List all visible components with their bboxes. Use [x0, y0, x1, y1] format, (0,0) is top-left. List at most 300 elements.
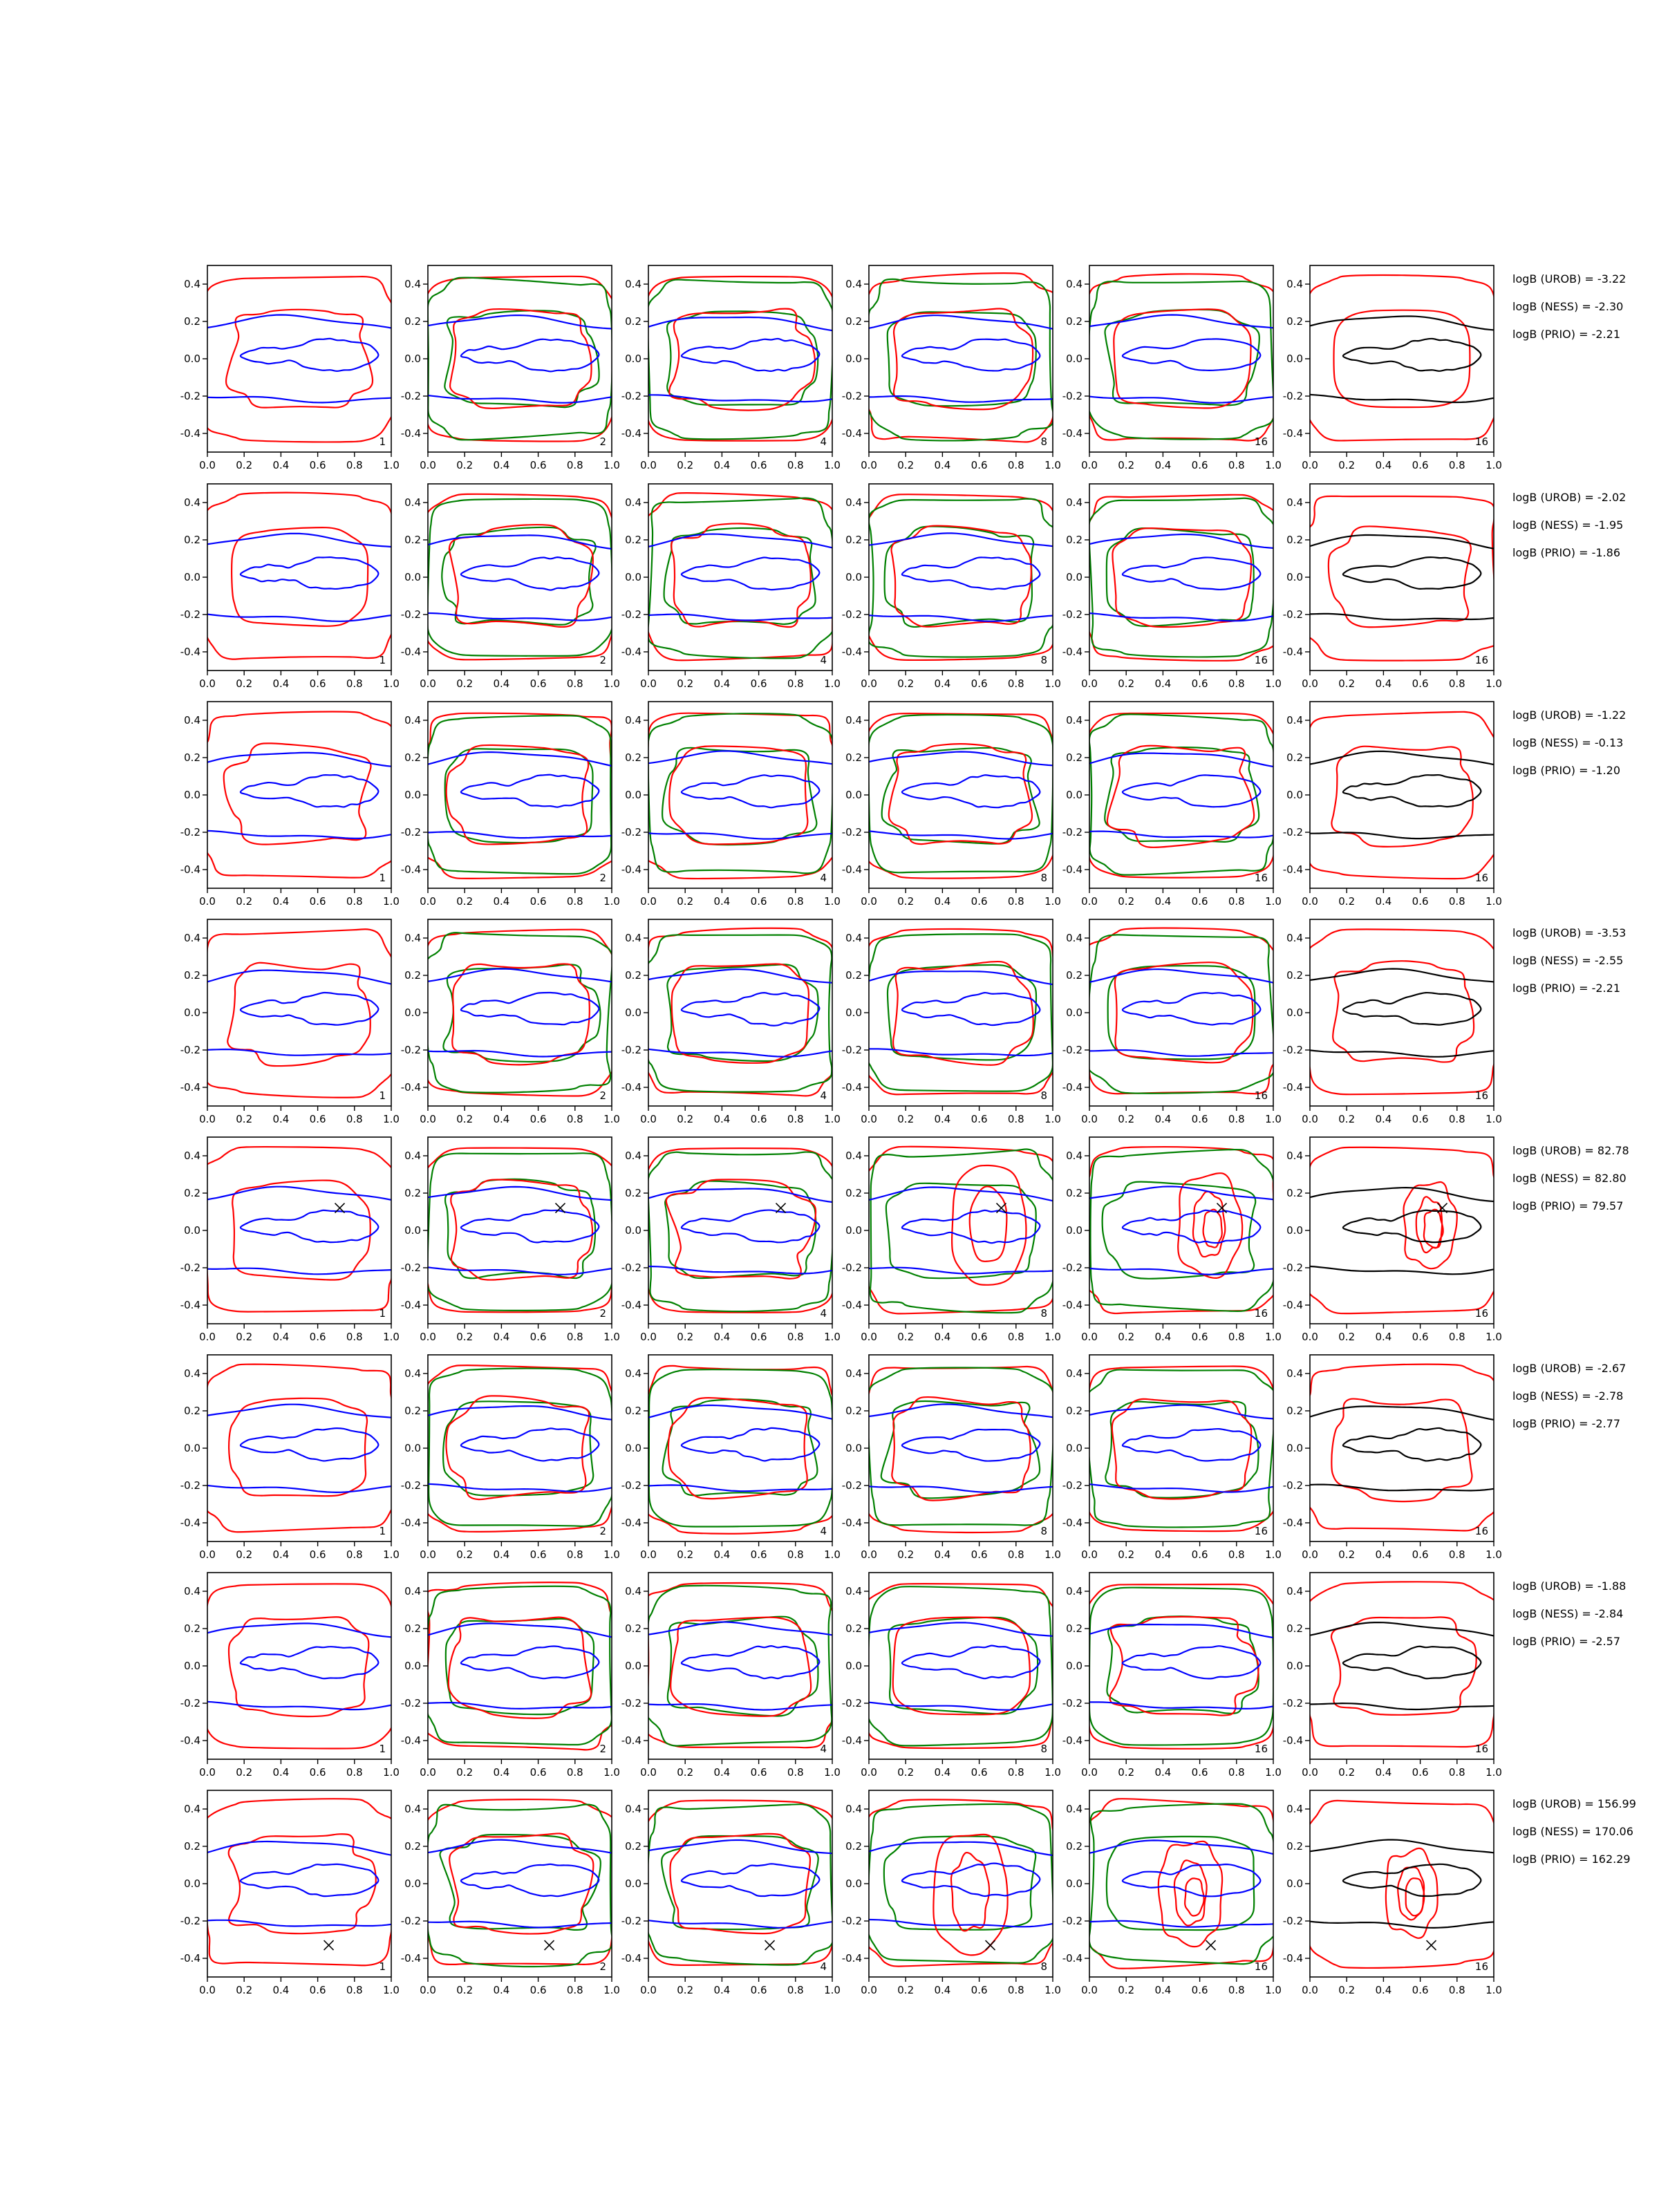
x-tick-label: 0.6: [1412, 1113, 1429, 1125]
contour-group: [420, 713, 618, 879]
y-tick-label: 0.2: [404, 1840, 421, 1853]
contour-group: [644, 1366, 836, 1534]
y-tick-label: 0.0: [845, 789, 862, 801]
y-tick-label: 0.0: [845, 571, 862, 583]
x-tick-label: 1.0: [824, 1766, 841, 1779]
panel-r3-c3: [621, 702, 841, 908]
x-tick-label: 0.8: [346, 677, 363, 690]
injection-marker: [765, 1940, 775, 1950]
x-tick-label: 0.4: [493, 677, 510, 690]
inner-peanut-contour: [461, 1646, 599, 1678]
axes-frame: [207, 484, 391, 671]
x-tick-label: 1.0: [1485, 1984, 1502, 1996]
x-tick-label: 0.8: [346, 1331, 363, 1343]
x-tick-label: 1.0: [383, 895, 400, 908]
injection-marker: [1206, 1940, 1216, 1950]
x-tick-label: 1.0: [383, 1548, 400, 1561]
red-contour-outer: [645, 1583, 840, 1747]
x-tick-label: 0.8: [1007, 1331, 1024, 1343]
panel-r8-c5: [1062, 1790, 1282, 1996]
band-line-upper: [1310, 969, 1494, 982]
x-tick-label: 0.4: [1375, 1766, 1392, 1779]
panel-sample-label: 4: [820, 435, 827, 448]
panel-sample-label: 8: [1040, 654, 1047, 666]
panel-r8-c3: [621, 1790, 841, 1996]
y-tick-label: -0.2: [841, 1262, 862, 1274]
y-tick-label: 0.0: [404, 1224, 421, 1237]
y-tick-label: 0.0: [1066, 1442, 1082, 1454]
x-tick-label: 0.2: [236, 1113, 253, 1125]
y-tick-label: -0.4: [400, 1081, 421, 1094]
x-tick-label: 0.6: [1191, 1331, 1208, 1343]
x-tick-label: 1.0: [1044, 459, 1061, 471]
y-tick-label: 0.4: [404, 1367, 421, 1380]
y-tick-label: 0.0: [845, 1224, 862, 1237]
x-tick-label: 0.4: [493, 1984, 510, 1996]
x-tick-label: 0.0: [1081, 1331, 1098, 1343]
contour-group: [423, 1582, 620, 1750]
inner-peanut-contour: [1343, 557, 1481, 589]
logb-annotation: logB (NESS) = -2.78: [1512, 1389, 1624, 1403]
x-tick-label: 0.6: [750, 895, 767, 908]
x-tick-label: 0.8: [566, 677, 583, 690]
x-tick-label: 0.2: [897, 1331, 915, 1343]
x-tick-label: 1.0: [383, 677, 400, 690]
x-tick-label: 1.0: [824, 1984, 841, 1996]
green-contour-outer: [868, 1804, 1053, 1963]
x-tick-label: 0.2: [1118, 1548, 1135, 1561]
inner-peanut-contour: [461, 339, 599, 372]
panel-sample-label: 1: [379, 872, 386, 884]
logb-annotation: logB (PRIO) = -2.57: [1512, 1635, 1620, 1648]
panel-r2-c4: [842, 484, 1061, 690]
x-tick-label: 0.0: [861, 895, 877, 908]
band-line-upper: [648, 1840, 832, 1853]
y-tick-label: -0.4: [841, 427, 862, 440]
green-contour-outer: [1089, 1588, 1273, 1745]
x-tick-label: 0.8: [787, 1331, 804, 1343]
contour-group: [1085, 928, 1280, 1094]
y-tick-label: 0.0: [625, 789, 641, 801]
y-tick-label: -0.4: [1062, 863, 1082, 876]
panel-r6-c5: [1062, 1355, 1282, 1561]
y-tick-label: -0.4: [621, 1081, 641, 1094]
contour-group: [1085, 274, 1277, 440]
panel-r7-c3: [621, 1573, 841, 1779]
y-tick-label: 0.2: [1286, 1187, 1303, 1199]
x-tick-label: 0.4: [1154, 1548, 1172, 1561]
y-tick-label: 0.2: [1066, 1187, 1082, 1199]
y-tick-label: -0.2: [180, 1697, 200, 1709]
y-tick-label: 0.2: [845, 1405, 862, 1417]
green-contour-outer: [1089, 714, 1275, 874]
axes-frame: [1089, 1137, 1273, 1324]
axes-frame: [648, 919, 832, 1106]
green-contour-outer: [868, 715, 1053, 872]
panel-sample-label: 16: [1474, 435, 1488, 448]
y-tick-label: 0.0: [404, 789, 421, 801]
panel-sample-label: 1: [379, 654, 386, 666]
y-tick-label: -0.2: [841, 1479, 862, 1492]
band-line-upper: [207, 1841, 391, 1855]
y-tick-label: 0.2: [404, 969, 421, 982]
x-tick-label: 1.0: [1485, 1331, 1502, 1343]
x-tick-label: 0.2: [897, 1766, 915, 1779]
red-contour-inner: [229, 1834, 376, 1933]
y-tick-label: 0.2: [1066, 1622, 1082, 1635]
contour-group: [644, 1148, 836, 1313]
panel-r2-c5: [1062, 484, 1282, 690]
y-tick-label: 0.2: [404, 751, 421, 764]
y-tick-label: 0.4: [1066, 496, 1082, 509]
x-tick-label: 1.0: [603, 1113, 620, 1125]
x-tick-label: 0.8: [566, 1113, 583, 1125]
panel-r6-c1: [180, 1355, 400, 1561]
y-tick-label: 0.0: [1286, 571, 1303, 583]
inner-peanut-contour: [1123, 1646, 1261, 1678]
band-line-lower: [1310, 1266, 1494, 1274]
y-tick-label: -0.4: [841, 1517, 862, 1529]
x-tick-label: 0.2: [456, 895, 474, 908]
red-contour-focus-core: [1406, 1878, 1425, 1915]
y-tick-label: -0.4: [180, 863, 200, 876]
panel-r1-c6: [1283, 265, 1502, 471]
panel-sample-label: 16: [1254, 1089, 1268, 1102]
x-tick-label: 0.8: [1228, 1331, 1245, 1343]
panel-sample-label: 16: [1254, 1525, 1268, 1537]
x-tick-label: 0.0: [420, 1331, 436, 1343]
y-tick-label: -0.4: [1282, 863, 1303, 876]
y-tick-label: -0.2: [1282, 1697, 1303, 1709]
inner-peanut-contour: [1343, 339, 1481, 371]
x-tick-label: 0.0: [420, 677, 436, 690]
panel-r8-c6: [1283, 1790, 1502, 1996]
contour-group: [865, 1799, 1058, 1966]
y-tick-label: 0.2: [1286, 1405, 1303, 1417]
panel-r7-c5: [1062, 1573, 1282, 1779]
x-tick-label: 1.0: [1265, 1766, 1282, 1779]
band-line-lower: [428, 1051, 612, 1057]
y-tick-label: 0.0: [1066, 1660, 1082, 1672]
panel-sample-label: 4: [820, 1307, 827, 1320]
x-tick-label: 0.4: [713, 1766, 731, 1779]
x-tick-label: 0.2: [897, 1984, 915, 1996]
red-contour-focus-outer: [952, 1165, 1026, 1285]
panel-sample-label: 16: [1254, 872, 1268, 884]
band-line-lower: [869, 1486, 1053, 1492]
x-tick-label: 0.6: [971, 677, 988, 690]
red-contour-inner: [1334, 310, 1470, 407]
x-tick-label: 1.0: [824, 895, 841, 908]
contour-group: [645, 1583, 840, 1747]
panel-sample-label: 16: [1474, 872, 1488, 884]
x-tick-label: 0.4: [1375, 1548, 1392, 1561]
x-tick-label: 0.0: [199, 895, 216, 908]
red-contour-outer: [865, 929, 1058, 1094]
y-tick-label: 0.0: [404, 1006, 421, 1019]
y-tick-label: 0.4: [404, 1585, 421, 1597]
x-tick-label: 0.4: [272, 459, 290, 471]
contour-group: [204, 929, 397, 1097]
y-tick-label: 0.0: [1066, 789, 1082, 801]
red-contour-inner: [1333, 961, 1474, 1062]
y-tick-label: -0.2: [1282, 608, 1303, 621]
x-tick-label: 0.8: [1007, 677, 1024, 690]
x-tick-label: 1.0: [383, 1113, 400, 1125]
y-tick-label: 0.4: [1066, 1367, 1082, 1380]
y-tick-label: -0.2: [400, 390, 421, 402]
x-tick-label: 0.8: [1228, 1548, 1245, 1561]
y-tick-label: -0.2: [621, 608, 641, 621]
y-tick-label: -0.2: [1062, 1697, 1082, 1709]
inner-peanut-contour: [1343, 1428, 1481, 1461]
logb-annotation: logB (PRIO) = 79.57: [1512, 1199, 1624, 1212]
y-tick-label: 0.2: [845, 1187, 862, 1199]
x-tick-label: 1.0: [1265, 1331, 1282, 1343]
red-contour-outer: [1304, 1582, 1499, 1747]
x-tick-label: 1.0: [824, 1331, 841, 1343]
y-tick-label: -0.4: [1062, 1517, 1082, 1529]
y-tick-label: 0.4: [1066, 1803, 1082, 1815]
red-contour-outer: [1085, 928, 1280, 1094]
contour-group: [424, 1365, 616, 1532]
y-tick-label: 0.2: [845, 315, 862, 328]
y-tick-label: -0.2: [400, 826, 421, 838]
contour-group: [202, 1365, 395, 1533]
green-contour-inner: [886, 1183, 1036, 1278]
x-tick-label: 0.6: [1412, 1984, 1429, 1996]
y-tick-label: -0.4: [1062, 1299, 1082, 1311]
panel-sample-label: 16: [1474, 1525, 1488, 1537]
y-tick-label: -0.2: [621, 826, 641, 838]
panel-r2-c1: [180, 484, 400, 690]
x-tick-label: 0.2: [677, 1113, 694, 1125]
red-contour-outer: [424, 494, 616, 660]
y-tick-label: -0.4: [841, 1081, 862, 1094]
x-tick-label: 0.2: [1118, 1331, 1135, 1343]
x-tick-label: 0.0: [420, 1548, 436, 1561]
panel-sample-label: 16: [1474, 1089, 1488, 1102]
inner-peanut-contour: [241, 1210, 379, 1242]
x-tick-label: 0.4: [934, 895, 951, 908]
x-tick-label: 1.0: [1265, 1984, 1282, 1996]
x-tick-label: 0.8: [787, 459, 804, 471]
x-tick-label: 0.0: [1081, 459, 1098, 471]
x-tick-label: 0.4: [272, 677, 290, 690]
y-tick-label: -0.4: [1282, 1299, 1303, 1311]
y-tick-label: 0.4: [1286, 1803, 1303, 1815]
x-tick-label: 0.4: [1154, 1113, 1172, 1125]
x-tick-label: 0.8: [1448, 1548, 1465, 1561]
inner-peanut-contour: [682, 1864, 820, 1896]
logb-annotation: logB (UROB) = -2.02: [1512, 491, 1627, 504]
y-tick-label: -0.4: [180, 1081, 200, 1094]
panel-r5-c3: [621, 1137, 841, 1343]
panel-sample-label: 2: [599, 1089, 606, 1102]
y-tick-label: -0.2: [400, 1697, 421, 1709]
panel-r7-c4: [842, 1573, 1061, 1779]
green-contour-inner: [881, 1401, 1040, 1498]
logb-annotation: logB (PRIO) = -2.77: [1512, 1417, 1620, 1430]
y-tick-label: 0.0: [1286, 1442, 1303, 1454]
green-contour-outer: [429, 1369, 613, 1526]
red-contour-outer: [202, 1365, 395, 1533]
y-tick-label: -0.4: [180, 1517, 200, 1529]
panel-sample-label: 16: [1474, 1960, 1488, 1973]
contour-group: [644, 928, 837, 1096]
x-tick-label: 0.8: [346, 1766, 363, 1779]
y-tick-label: 0.4: [845, 1367, 862, 1380]
logb-annotation: logB (NESS) = 170.06: [1512, 1825, 1633, 1838]
panel-sample-label: 2: [599, 654, 606, 666]
green-contour-inner: [446, 1619, 594, 1714]
band-line-upper: [207, 1624, 391, 1638]
x-tick-label: 0.6: [971, 459, 988, 471]
band-line-upper: [1310, 1840, 1494, 1853]
x-tick-label: 0.0: [199, 1113, 216, 1125]
band-line-lower: [648, 833, 832, 838]
red-contour-outer: [1305, 929, 1499, 1094]
x-tick-label: 0.6: [529, 459, 547, 471]
x-tick-label: 0.6: [1412, 895, 1429, 908]
y-tick-label: 0.2: [625, 1187, 641, 1199]
logb-annotation: logB (UROB) = 156.99: [1512, 1797, 1636, 1810]
x-tick-label: 1.0: [603, 677, 620, 690]
x-tick-label: 0.0: [1302, 677, 1318, 690]
y-tick-label: 0.2: [184, 1405, 200, 1417]
x-tick-label: 0.0: [861, 1766, 877, 1779]
axes-frame: [869, 702, 1053, 888]
inner-peanut-contour: [1343, 1864, 1481, 1896]
logb-annotation: logB (NESS) = 82.80: [1512, 1172, 1627, 1185]
red-contour-outer: [1085, 1584, 1277, 1749]
panel-r5-c2: [401, 1137, 620, 1343]
panel-sample-label: 1: [379, 1307, 386, 1320]
x-tick-label: 0.6: [309, 459, 326, 471]
y-tick-label: 0.0: [1286, 1660, 1303, 1672]
x-tick-label: 0.0: [1081, 1113, 1098, 1125]
y-tick-label: 0.4: [184, 1367, 200, 1380]
x-tick-label: 0.6: [750, 677, 767, 690]
x-tick-label: 0.2: [1118, 1766, 1135, 1779]
y-tick-label: 0.4: [845, 714, 862, 727]
x-tick-label: 0.8: [346, 459, 363, 471]
red-contour-inner: [226, 310, 373, 408]
x-tick-label: 0.8: [566, 1548, 583, 1561]
inner-peanut-contour: [902, 1646, 1040, 1679]
y-tick-label: 0.4: [1066, 1585, 1082, 1597]
contour-group: [1304, 1582, 1499, 1747]
inner-peanut-contour: [682, 775, 820, 807]
x-tick-label: 0.0: [640, 459, 657, 471]
y-tick-label: -0.2: [621, 1262, 641, 1274]
y-tick-label: 0.0: [184, 1660, 200, 1672]
x-tick-label: 0.4: [272, 1331, 290, 1343]
inner-peanut-contour: [902, 339, 1040, 371]
y-tick-label: 0.2: [1286, 751, 1303, 764]
x-tick-label: 1.0: [1044, 1331, 1061, 1343]
green-contour-inner: [1105, 1402, 1258, 1498]
x-tick-label: 0.8: [1228, 1766, 1245, 1779]
x-tick-label: 1.0: [383, 459, 400, 471]
y-tick-label: 0.0: [1066, 353, 1082, 365]
y-tick-label: 0.0: [625, 571, 641, 583]
y-tick-label: -0.2: [841, 390, 862, 402]
x-tick-label: 1.0: [1485, 1548, 1502, 1561]
green-contour-outer: [1090, 1150, 1274, 1311]
x-tick-label: 0.0: [861, 1984, 877, 1996]
injection-marker: [1427, 1940, 1436, 1950]
x-tick-label: 0.0: [1081, 895, 1098, 908]
y-tick-label: -0.2: [1062, 1479, 1082, 1492]
y-tick-label: -0.2: [841, 608, 862, 621]
y-tick-label: -0.2: [400, 608, 421, 621]
panel-sample-label: 2: [599, 435, 606, 448]
y-tick-label: -0.4: [1062, 1952, 1082, 1965]
panel-sample-label: 8: [1040, 1307, 1047, 1320]
y-tick-label: 0.0: [625, 1660, 641, 1672]
axes-frame: [648, 702, 832, 888]
y-tick-label: -0.2: [400, 1479, 421, 1492]
axes-frame: [869, 1573, 1053, 1759]
axes-frame: [1089, 1790, 1273, 1977]
y-tick-label: -0.2: [180, 1915, 200, 1927]
x-tick-label: 0.0: [420, 1984, 436, 1996]
axes-frame: [869, 1790, 1053, 1977]
x-tick-label: 0.8: [566, 1984, 583, 1996]
panel-r3-c5: [1062, 702, 1282, 908]
inner-peanut-contour: [1343, 1647, 1481, 1679]
band-line-lower: [207, 1049, 391, 1056]
logb-annotation: logB (PRIO) = -2.21: [1512, 328, 1620, 341]
y-tick-label: -0.4: [621, 1517, 641, 1529]
y-tick-label: -0.4: [400, 646, 421, 658]
logb-annotation: logB (UROB) = 82.78: [1512, 1144, 1629, 1157]
x-tick-label: 0.2: [1338, 1331, 1356, 1343]
panel-r5-c1: [180, 1137, 400, 1343]
x-tick-label: 0.8: [1228, 459, 1245, 471]
x-tick-label: 0.0: [1081, 1548, 1098, 1561]
x-tick-label: 0.0: [640, 1113, 657, 1125]
band-line-upper: [1310, 1622, 1494, 1635]
x-tick-label: 0.2: [677, 895, 694, 908]
y-tick-label: 0.0: [1286, 1224, 1303, 1237]
y-tick-label: 0.4: [1066, 714, 1082, 727]
y-tick-label: -0.4: [621, 1734, 641, 1747]
x-tick-label: 0.6: [971, 1331, 988, 1343]
y-tick-label: 0.0: [1286, 353, 1303, 365]
y-tick-label: 0.2: [184, 1840, 200, 1853]
x-tick-label: 0.4: [713, 1331, 731, 1343]
panel-sample-label: 1: [379, 1960, 386, 1973]
x-tick-label: 0.8: [566, 459, 583, 471]
y-tick-label: 0.4: [1286, 278, 1303, 290]
contour-group: [422, 1148, 616, 1313]
x-tick-label: 1.0: [1044, 1548, 1061, 1561]
axes-frame: [648, 265, 832, 452]
x-tick-label: 0.2: [236, 459, 253, 471]
x-tick-label: 0.4: [934, 459, 951, 471]
axes-frame: [428, 1137, 612, 1324]
contour-group: [1085, 1584, 1277, 1749]
y-tick-label: 0.0: [184, 571, 200, 583]
y-tick-label: 0.0: [845, 1006, 862, 1019]
x-tick-label: 0.4: [1154, 677, 1172, 690]
red-contour-focus-inner: [970, 1186, 1007, 1261]
y-tick-label: 0.0: [1286, 1006, 1303, 1019]
x-tick-label: 0.8: [346, 1984, 363, 1996]
x-tick-label: 0.6: [750, 1984, 767, 1996]
